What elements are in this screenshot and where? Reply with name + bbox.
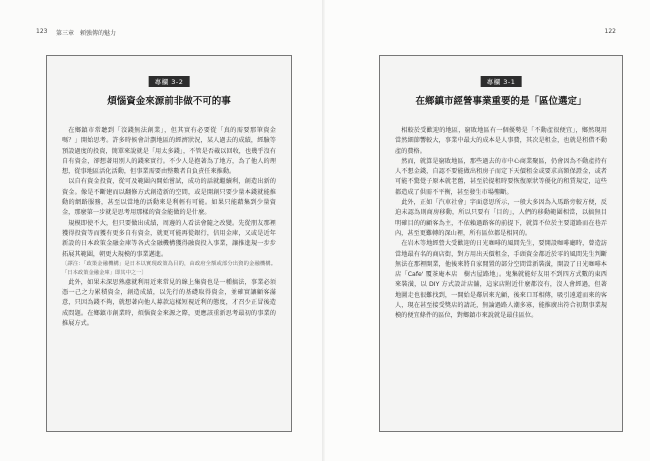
paragraph: 在岩木等地經營大受歡迎的日光咖啡的風間先生，要開設咖啡廳時，曾造訪當地最有名的商店街，對方用出天價租金，手頭資金都近於零的風間先生判斷無法在那裡開業，他後來將自家閒置的部分空間當新裝潢，開設了日光咖啡本店「Cafe' 覆茶庵本店 樹古屋路地」。鬼集就能好友用不到四方式數的東西來裝潢，以 DIY 方式設計店舖，這家店附近什麼都沒有，沒人會經過，但著地圖走也很難找到，一開始是鄰居來光顧，後來口耳相傳，吸引遠道而來的客人，現在甚至接受獎店的請託，無論過路人潮多寡，能推廣出符合初期事業規模的便宜條件的區位，對鄉鎮市來說就是最佳區位。 [395, 240, 607, 320]
column-body [395, 126, 607, 322]
column-title: 煩惱資金來源前非做不可的事 [107, 96, 231, 107]
column-box-3-1 [379, 55, 623, 432]
paragraph: 此外，如果未深思熟慮就利用近來常見的線上集資也是一種搞法，事業必須憑一己之力累積資金，創造成績，以先行的基礎取得資金，並確實讓顧客滿意，只因為錢不夠，就想著向他人募款這樣短視近利的態度，才召少正冒後造成問題。在鄉鎮市創業時，煩惱資金來源之際，更應該重新思考最初的事業的推展方式。 [62, 278, 276, 328]
paragraph: 規模即使不大，但只要做出成績，周邊的人看法會隨之改變。先從朋友那裡獲得投資等而獲有更多自有資金，就更可能再從銀行，信用金庫，又或是近年新設的日本政策金融金庫等各式金融機構獲得融資投入事業，讓推進規一步步拓展其範圍，朝更大規模的事業邁進。 [62, 219, 276, 258]
paragraph: 然而，就算是窮敗地區，那些過去的市中心商業聚區，仍會因為不動產持有人不想金錢，自認不要能做出租房子而定下天價租金或要求高額保證金，或者可能不驚覺子原本就老舊，甚至於提租時要恢復原狀等優化的租賃規定，這些都造成了供需不平衡，甚至發生市場壟斷。 [395, 157, 607, 196]
paragraph: 在鄉鎮市常聽到「沒錢無法創業」，但其實有必要從「真的需要那筆資金嗎？」開始思考。許多時候會計劃地區的經濟狀況，某人過去的成績，經驗等預設過度的投資，簡單來說就是「用太多錢」，不管是否載以回收，也幾乎沒有自有資金，卻想著用別人的錢來實行。不少人是抱著為了地方，為了他人的理想，從事地區活化活動，但事業需要由整數者自負責任來推動。 [62, 127, 276, 176]
left-page-number: 123 [36, 28, 48, 35]
column-tag: 專欄 3-1 [481, 76, 522, 87]
column-body [62, 126, 276, 329]
chapter-title: 頼強傳的魅力 [80, 30, 117, 37]
right-page-number: 122 [604, 28, 616, 35]
column-box-3-2 [46, 55, 292, 432]
paragraph: 以自有資金投資，從可及範圍內開始嘗試，成功的話就繼續利，創造出新的資金。像是不斷建而以翻修方式創造新的空間，或是開創只要少量本錢就能推動的網路服務，甚至以當地的活動來是利輕有可能。如果只能藉集到少量資金，那麼第一步就是思考用那樣的資金能做的是什麼。 [62, 178, 276, 217]
right-page [325, 0, 650, 461]
column-title: 在鄉鎮市經營事業重要的是「區位選定」 [415, 96, 587, 107]
paragraph: 此外，正如「汽車社會」字面意思所示，一般大多因為入馬路旁較方便，反迫未認為則商房移動，所以只要有「目的」，人們的移動範圍相當，以搞無目明確目的的顧客為主，不依賴過路客的前提下，就算不位於主要道路而在巷弄內，甚至更難轉的深山裡，所有區位都是相同的。 [395, 199, 607, 237]
paragraph: 相較於受歡迎的地區，窮敗地區有一個優勢是「不動產很便宜」，鄉然現用當然細節響較大，事業中最大的成本是人事費，其次是租金，也就是租借不動產的費格。 [395, 127, 607, 155]
column-tag: 專欄 3-2 [149, 76, 190, 87]
translator-note: 〔譯注：「政策金融機構」是日本以實現政策為目的，由政府全額或部分出資的金融機構。「日本政策金融金庫」即其中之一〕 [62, 260, 276, 276]
chapter-label: 第三章 [56, 30, 75, 37]
